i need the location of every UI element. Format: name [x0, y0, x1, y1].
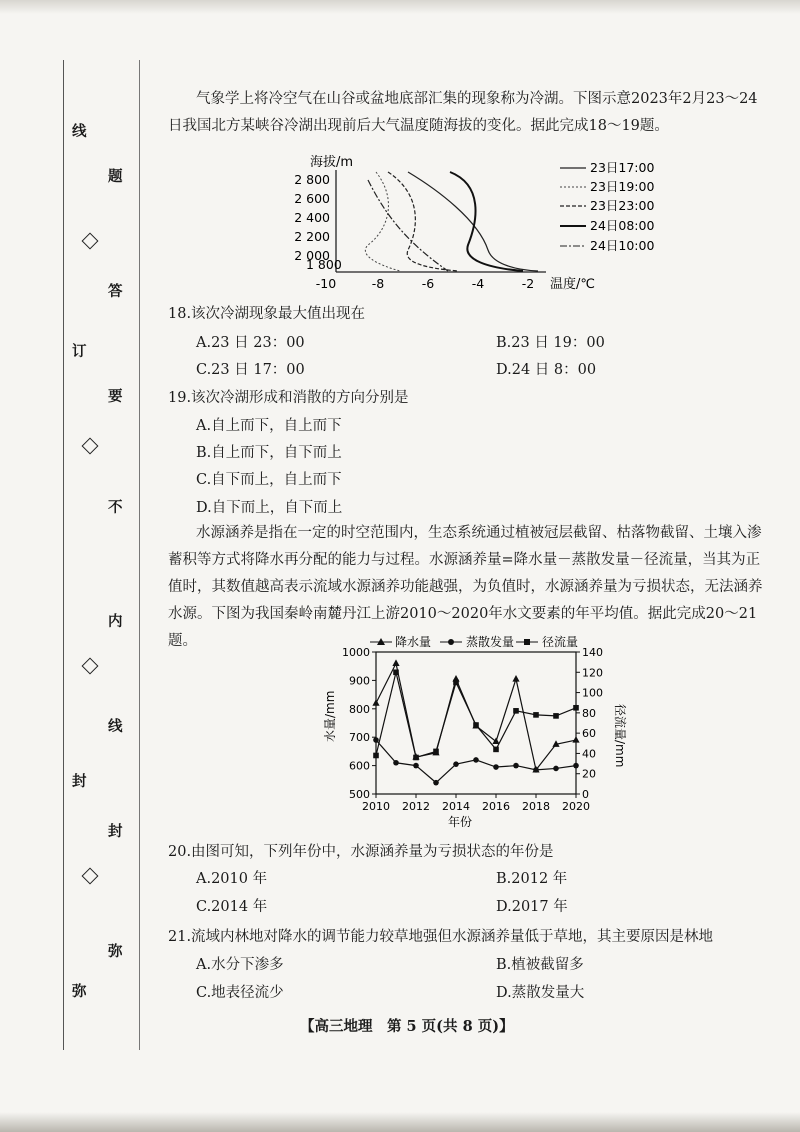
- q20-stem: 20.由图可知，下列年份中，水源涵养量为亏损状态的年份是: [168, 844, 554, 860]
- runoff-point: [533, 712, 539, 718]
- x-axis-label: 年份: [448, 815, 473, 829]
- legend: [370, 634, 578, 649]
- cold-lake-chart: [288, 150, 688, 290]
- q19-stem: 19.该次冷湖形成和消散的方向分别是: [168, 390, 409, 406]
- q20-option-a[interactable]: A.2010 年: [196, 871, 268, 887]
- diamond-icon: [82, 658, 99, 675]
- chart1-xlabel: 温度/℃: [550, 277, 595, 292]
- binding-inner-char: 题: [108, 168, 123, 185]
- q19-option-c[interactable]: C.自下而上，自上而下: [196, 472, 342, 488]
- chart1-ytick: 2 200: [294, 229, 330, 244]
- y2-tick-label: 100: [582, 686, 603, 700]
- chart1-xtick: -4: [471, 276, 485, 291]
- q21-option-b[interactable]: B.植被截留多: [496, 957, 584, 973]
- x-tick-label: 2012: [402, 800, 430, 813]
- runoff-point: [473, 722, 479, 728]
- q21-option-a[interactable]: A.水分下渗多: [196, 957, 284, 973]
- evap-point: [433, 780, 439, 786]
- q20-option-b[interactable]: B.2012 年: [496, 871, 568, 887]
- legend-square-icon: [524, 639, 530, 645]
- q20-option-c[interactable]: C.2014 年: [196, 899, 268, 915]
- diamond-icon: [82, 438, 99, 455]
- q18-option-c[interactable]: C.23 日 17：00: [196, 362, 305, 378]
- evap-point: [473, 757, 479, 763]
- page-footer: 【高三地理 第 5 页(共 8 页)】: [300, 1018, 514, 1035]
- runoff-point: [573, 705, 579, 711]
- chart1-xtick: -2: [521, 276, 535, 291]
- y2-tick-label: 20: [582, 767, 596, 781]
- precip-point: [372, 699, 379, 706]
- chart1-ylabel: 海拔/m: [310, 155, 354, 170]
- y-axis-label: 水量/mm: [323, 690, 337, 742]
- binding-inner-char: 答: [108, 283, 123, 300]
- curve-24-0800: [450, 172, 523, 271]
- chart1-xtick: -8: [371, 276, 385, 291]
- legend-label: 径流量: [542, 635, 579, 649]
- q19-option-b[interactable]: B.自上而下，自下而上: [196, 445, 342, 461]
- runoff-point: [373, 753, 379, 759]
- y2-tick-label: 80: [582, 706, 596, 720]
- q21-option-c[interactable]: C.地表径流少: [196, 985, 284, 1001]
- intro-cold-lake: 气象学上将冷空气在山谷或盆地底部汇集的现象称为冷湖。下图示意2023年2月23～24日我国北方某峡谷冷湖出现前后大气温度随海拔的变化。据此完成18～19题。: [168, 91, 758, 134]
- chart1-xtick: -10: [315, 276, 337, 291]
- q19-option-a[interactable]: A.自上而下，自上而下: [196, 418, 342, 434]
- evap-point: [373, 737, 379, 743]
- chart1-ytick: 2 400: [294, 210, 330, 225]
- runoff-point: [513, 708, 519, 714]
- y-tick-label: 500: [349, 788, 370, 801]
- x-tick-label: 2016: [482, 800, 510, 813]
- y2-tick-label: 0: [582, 788, 589, 801]
- x-tick-label: 2018: [522, 800, 550, 813]
- chart1-ytick-bottom: 1 800: [306, 257, 342, 272]
- legend-label: 蒸散发量: [466, 635, 515, 649]
- evap-point: [573, 763, 579, 769]
- diamond-icon: [82, 868, 99, 885]
- precip-point: [572, 736, 579, 743]
- y2-tick-label: 120: [582, 666, 603, 680]
- y-tick-label: 600: [349, 759, 370, 773]
- curve-23-1900: [365, 172, 400, 271]
- q21-option-d[interactable]: D.蒸散发量大: [496, 985, 585, 1001]
- y-tick-label: 1000: [342, 646, 370, 659]
- y-tick-label: 800: [349, 702, 370, 716]
- x-tick-label: 2020: [562, 800, 590, 813]
- y-tick-label: 700: [349, 731, 370, 745]
- curve-23-2300: [388, 172, 458, 271]
- hydrology-chart: [320, 630, 627, 830]
- evap-point: [553, 766, 559, 772]
- evap-point: [533, 767, 539, 773]
- y2-tick-label: 40: [582, 747, 596, 761]
- binding-inner-char: 封: [108, 823, 123, 840]
- binding-rule-inner: [139, 60, 140, 1050]
- legend-item: 23日17:00: [590, 160, 655, 175]
- x-tick-label: 2010: [362, 800, 390, 813]
- binding-outer-char: 封: [72, 773, 87, 790]
- evap-point: [413, 763, 419, 769]
- precip-point: [512, 675, 519, 682]
- binding-outer-char: 弥: [72, 983, 87, 1000]
- q18-stem: 18.该次冷湖现象最大值出现在: [168, 306, 366, 322]
- q20-option-d[interactable]: D.2017 年: [496, 899, 568, 915]
- y2-tick-label: 140: [582, 646, 603, 659]
- legend-circle-icon: [448, 639, 454, 645]
- evap-point: [513, 763, 519, 769]
- runoff-point: [493, 747, 499, 753]
- binding-outer-char: 线: [72, 123, 87, 140]
- binding-inner-char: 内: [108, 613, 123, 630]
- q18-option-b[interactable]: B.23 日 19：00: [496, 335, 605, 351]
- runoff-point: [393, 669, 399, 675]
- runoff-point: [433, 749, 439, 755]
- binding-inner-char: 不: [108, 499, 123, 516]
- binding-rule-outer: [63, 60, 64, 1050]
- chart1-ytick: 2 600: [294, 191, 330, 206]
- q19-option-d[interactable]: D.自下而上，自下而上: [196, 500, 343, 516]
- legend-item: 23日19:00: [590, 179, 655, 194]
- y2-tick-label: 60: [582, 727, 596, 741]
- chart1-xtick: -6: [421, 276, 435, 291]
- legend-label: 降水量: [395, 635, 432, 649]
- runoff-point: [453, 680, 459, 686]
- y-tick-label: 900: [349, 674, 370, 688]
- intro-water-conservation: 水源涵养是指在一定的时空范围内，生态系统通过植被冠层截留、枯落物截留、土壤入渗蓄积等方式将降水再分配的能力与过程。水源涵养量=降水量－蒸散发量－径流量，当其为正值时，其数值越高表示流域水源涵养功能越强，为负值时，水源涵养量为亏损状态，无法涵养水源。下图为我国秦岭南麓丹江上游2010～2020年水文要素的年平均值。据此完成20～21题。: [168, 525, 763, 649]
- binding-inner-char: 线: [108, 718, 123, 735]
- page-bottom-edge: [0, 1112, 800, 1132]
- runoff-point: [413, 755, 419, 761]
- evap-point: [453, 761, 459, 767]
- x-tick-label: 2014: [442, 800, 470, 813]
- page-top-edge: [0, 0, 800, 14]
- precip-point: [492, 737, 499, 744]
- legend-item: 24日08:00: [590, 218, 655, 233]
- binding-inner-char: 要: [108, 388, 123, 405]
- legend-item: 23日23:00: [590, 198, 655, 213]
- q18-option-d[interactable]: D.24 日 8：00: [496, 362, 597, 378]
- evap-point: [393, 760, 399, 766]
- runoff-point: [553, 713, 559, 719]
- binding-inner-char: 弥: [108, 943, 123, 960]
- q18-option-a[interactable]: A.23 日 23：00: [196, 335, 305, 351]
- binding-outer-char: 订: [72, 343, 87, 360]
- precip-point: [392, 659, 399, 666]
- evap-point: [493, 764, 499, 770]
- y2-axis-label: 径流量/mm: [613, 704, 627, 768]
- chart1-ytick: 2 000: [294, 248, 330, 263]
- legend-item: 24日10:00: [590, 238, 655, 253]
- q21-stem: 21.流域内林地对降水的调节能力较草地强但水源涵养量低于草地，其主要原因是林地: [168, 929, 714, 945]
- chart1-ytick: 2 800: [294, 172, 330, 187]
- series-line-2: [376, 672, 576, 757]
- diamond-icon: [82, 233, 99, 250]
